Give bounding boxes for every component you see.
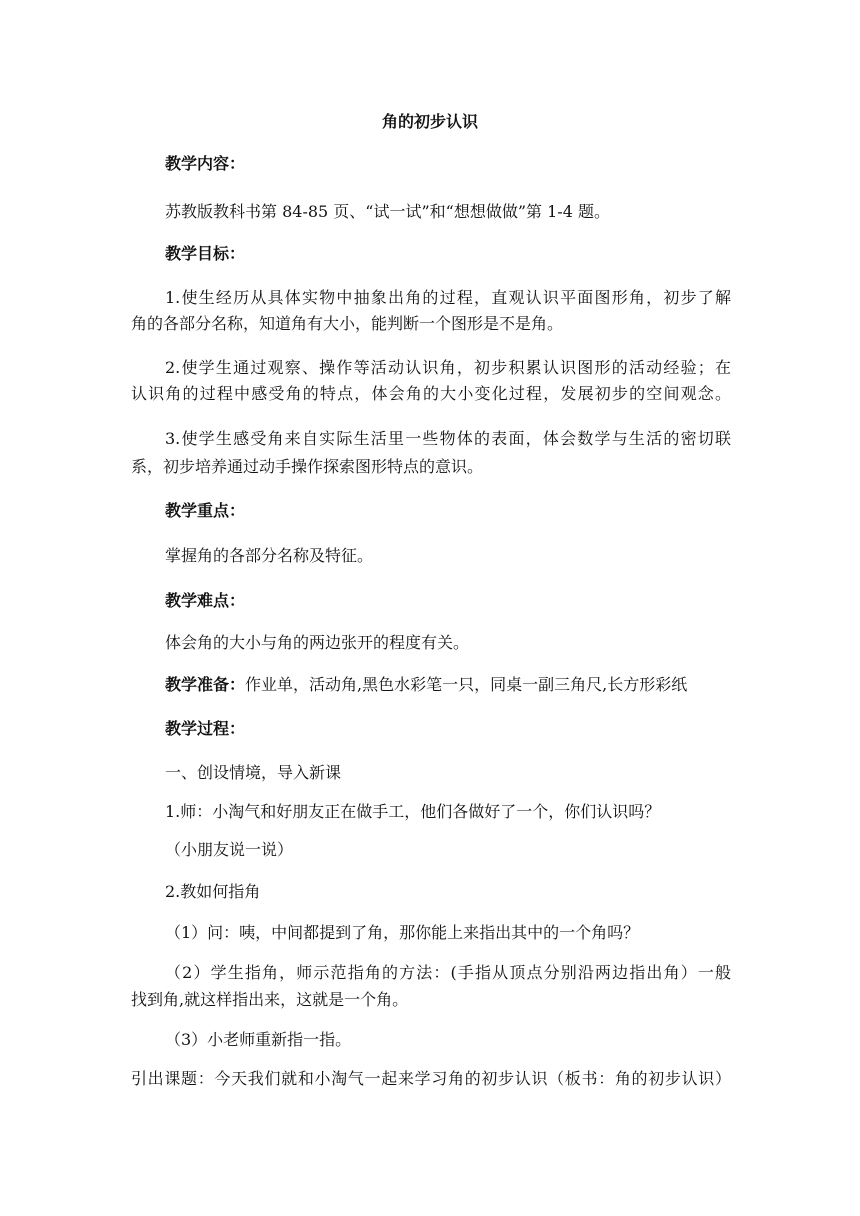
step-2-text: 2.教如何指角: [165, 882, 261, 901]
preparation-text: 作业单，活动角,黑色水彩笔一只，同桌一副三角尺,长方形彩纸: [245, 675, 688, 694]
section-1-heading: 一、创设情境，导入新课: [165, 763, 342, 782]
objective-2-line-1: 2.使学生通过观察、操作等活动认识角，初步积累认识图形的活动经验；在: [165, 358, 731, 377]
objective-3-line-2: 系，初步培养通过动手操作探索图形特点的意识。: [131, 457, 484, 476]
objective-3-line-1: 3.使学生感受角来自实际生活里一些物体的表面，体会数学与生活的密切联: [165, 429, 731, 448]
page-title: 角的初步认识: [381, 112, 478, 131]
difficulty-text: 体会角的大小与角的两边张开的程度有关。: [165, 633, 470, 652]
step-1-note: （小朋友说一说）: [165, 840, 294, 859]
process-heading: 教学过程：: [165, 719, 246, 738]
step-2-3-text: （3）小老师重新指一指。: [165, 1030, 352, 1049]
objective-2-line-2: 认识角的过程中感受角的特点，体会角的大小变化过程，发展初步的空间观念。: [131, 384, 731, 403]
key-text: 掌握角的各部分名称及特征。: [165, 546, 374, 565]
preparation-line: [165, 674, 687, 696]
objective-1-line-1: 1.使生经历从具体实物中抽象出角的过程，直观认识平面图形角，初步了解: [165, 288, 731, 307]
step-2-2-line-2: 找到角,就这样指出来，这就是一个角。: [131, 990, 409, 1009]
content-text: 苏教版教科书第 84-85 页、“试一试”和“想想做做”第 1-4 题。: [165, 202, 610, 221]
key-heading: 教学重点：: [165, 501, 246, 520]
preparation-heading: 教学准备：: [165, 675, 246, 694]
content-heading: 教学内容：: [165, 154, 246, 173]
difficulty-heading: 教学难点：: [165, 591, 246, 610]
step-2-2-line-1: （2）学生指角，师示范指角的方法：(手指从顶点分别沿两边指出角）一般: [165, 963, 731, 982]
step-1-text: 1.师：小淘气和好朋友正在做手工，他们各做好了一个，你们认识吗？: [165, 802, 661, 821]
objectives-heading: 教学目标：: [165, 244, 246, 263]
objective-1-line-2: 角的各部分名称，知道角有大小，能判断一个图形是不是角。: [131, 314, 564, 333]
step-2-1-text: （1）问：咦，中间都提到了角，那你能上来指出其中的一个角吗？: [165, 923, 640, 942]
intro-topic-line: 引出课题：今天我们就和小淘气一起来学习角的初步认识（板书：角的初步认识）: [131, 1069, 731, 1088]
